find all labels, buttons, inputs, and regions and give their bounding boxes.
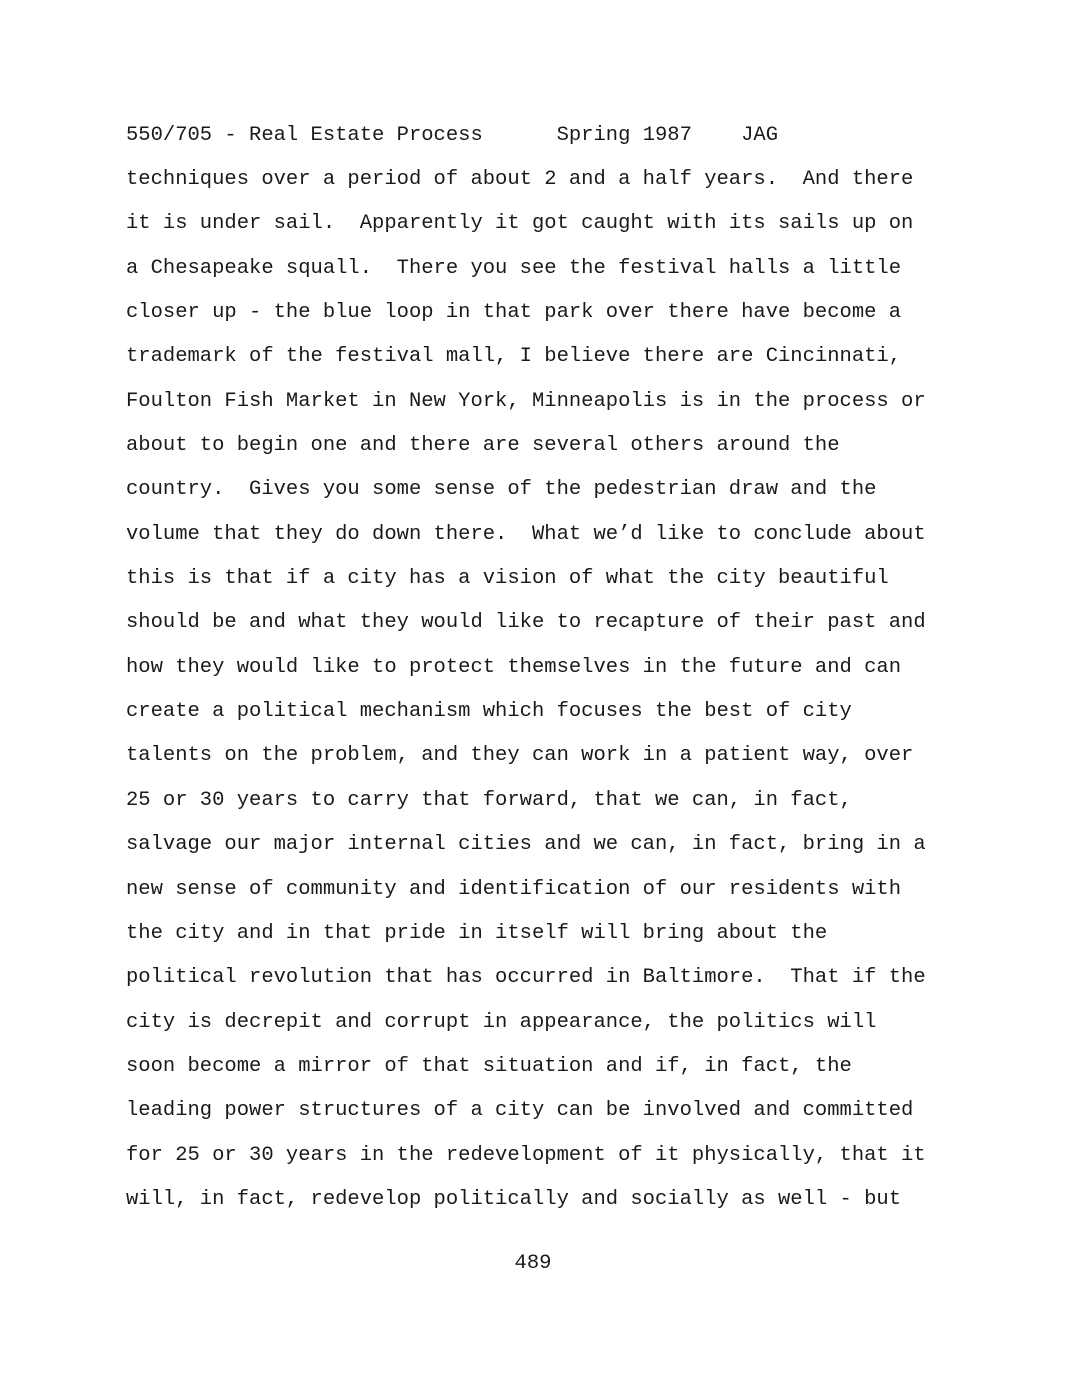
page-number: 489 — [514, 1252, 552, 1275]
text-line: new sense of community and identification of our residents with — [126, 877, 902, 901]
text-line: should be and what they would like to recapture of their past and — [126, 611, 926, 635]
text-line: soon become a mirror of that situation and if, in fact, the — [126, 1054, 852, 1078]
text-line: volume that they do down there. What we’d like to conclude about — [126, 522, 926, 546]
text-line: a Chesapeake squall. There you see the festival halls a little — [126, 256, 902, 280]
text-line: how they would like to protect themselves in the future and can — [126, 655, 902, 679]
text-line: leading power structures of a city can be involved and committed — [126, 1099, 914, 1123]
text-line: country. Gives you some sense of the pedestrian draw and the — [126, 478, 877, 502]
term: Spring 1987 — [556, 124, 692, 147]
text-line: for 25 or 30 years in the redevelopment of it physically, that it — [126, 1143, 926, 1167]
transcript-body — [126, 167, 926, 1231]
text-line: salvage our major internal cities and we can, in fact, bring in a — [126, 833, 926, 857]
author-initials: JAG — [741, 124, 779, 147]
course-title: 550/705 - Real Estate Process — [126, 124, 483, 147]
text-line: techniques over a period of about 2 and a half years. And there — [126, 168, 914, 191]
text-line: political revolution that has occurred in Baltimore. That if the — [126, 966, 926, 990]
text-line: trademark of the festival mall, I believe there are Cincinnati, — [126, 345, 902, 369]
text-line: this is that if a city has a vision of what the city beautiful — [126, 567, 889, 591]
text-line: will, in fact, redevelop politically and socially as well - but — [126, 1187, 902, 1211]
text-line: talents on the problem, and they can work in a patient way, over — [126, 744, 914, 768]
text-line: Foulton Fish Market in New York, Minneapolis is in the process or — [126, 389, 926, 413]
page-header — [126, 123, 778, 149]
text-line: the city and in that pride in itself will bring about the — [126, 921, 828, 945]
text-line: 25 or 30 years to carry that forward, that we can, in fact, — [126, 788, 852, 812]
text-line: closer up - the blue loop in that park over there have become a — [126, 301, 902, 325]
text-line: create a political mechanism which focuses the best of city — [126, 700, 852, 724]
text-line: city is decrepit and corrupt in appearance, the politics will — [126, 1010, 877, 1034]
text-line: about to begin one and there are several others around the — [126, 434, 840, 458]
text-line: it is under sail. Apparently it got caught with its sails up on — [126, 212, 914, 236]
